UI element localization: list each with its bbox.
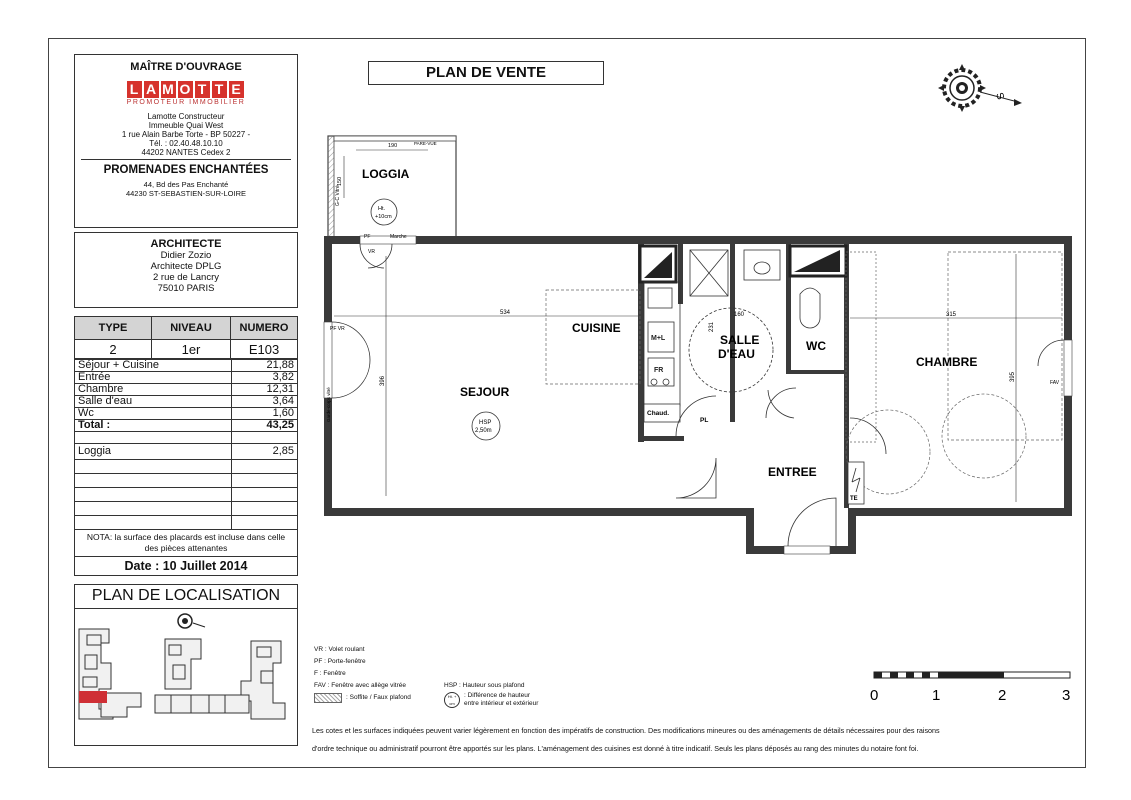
vr-label: VR [368,249,375,255]
legend-f: F : Fenêtre [314,670,346,677]
program-address-1: 44, Bd des Pas Enchanté [143,180,229,189]
ht-symbol-icon: Ht. + cm [444,692,460,708]
garde-corps-label: Garde-corps vitré [326,387,331,422]
chaud-label: Chaud. [647,410,670,417]
entree-label: ENTREE [768,465,817,479]
dim-label: 395 [1010,371,1016,382]
scale-label: 1 [932,687,941,704]
architecte-line: Didier Zozio [160,250,212,261]
dim-label: 534 [500,310,511,316]
compass-label: S [993,91,1006,102]
ml-label: M+L [651,335,666,342]
plan-date: Date : 10 Juillet 2014 [74,557,298,576]
table-row [75,460,298,474]
architecte-block [74,232,298,308]
address-line: Immeuble Quai West [148,121,224,130]
address-line: 1 rue Alain Barbe Torte - BP 50227 - [121,130,251,139]
disclaimer [312,722,1080,758]
salle-eau-label: D'EAU [718,347,755,361]
program-address-2: 44230 ST-SEBASTIEN-SUR-LOIRE [125,189,247,198]
localisation-title: PLAN DE LOCALISATION [75,587,297,609]
legend-fav: FAV : Fenêtre avec allège vitrée [314,682,407,689]
program-name: PROMENADES ENCHANTÉES [103,164,269,176]
table-row: Wc 1,60 [75,408,298,420]
fav-label: FAV [1050,380,1060,386]
pl-label: PL [700,417,709,424]
hatch-swatch [314,693,342,703]
legend-hsp: HSP : Hauteur sous plafond [444,682,525,689]
address-line: 44202 NANTES Cedex 2 [81,148,291,160]
ht-value: +10cm [375,214,392,220]
col-numero: NUMERO [231,317,298,340]
table-row [75,502,298,516]
scale-label: 0 [870,687,879,704]
nota-note: NOTA: la surface des placards est incluse dans celle des pièces attenantes [74,530,298,557]
hsp-value: 2,50m [475,428,492,434]
architecte-line: 2 rue de Lancry [152,272,219,283]
maitre-heading: MAÎTRE D'OUVRAGE [130,61,242,73]
surface-table [74,316,298,359]
floor-plan [320,126,1080,556]
te-label: TE [850,496,858,502]
col-niveau: NIVEAU [152,317,231,340]
compass-small-icon [178,614,205,628]
legend-pf: PF : Porte-fenêtre [314,658,366,665]
legend-soffite: : Soffite / Faux plafond [314,692,464,704]
surface-rows [74,359,298,530]
dim-label: 150 [337,176,343,186]
disclaimer-line: d'ordre technique ou administratif pourront être apportés sur les plans. L'aménagement des cuisines est donné à titre indicatif. Seuls les plans déposés au rang des minutes du notaire font foi. [312,744,919,753]
table-row [75,474,298,488]
legend [314,644,464,704]
table-row [75,432,298,444]
address-line: Tél. : 02.40.48.10.10 [149,139,223,148]
exterior-walls [324,236,1072,554]
table-row [75,488,298,502]
location-site-plan [75,611,297,743]
dim-label: 231 [709,321,715,332]
pf-label: PF [364,234,371,240]
kitchen-counter [644,282,680,406]
page-title: PLAN DE VENTE [368,61,604,85]
table-row: Séjour + Cuisine 21,88 [75,360,298,372]
interior-walls [638,244,849,508]
dim-label: 396 [380,375,386,386]
wc-label: WC [806,339,826,353]
loggia-label: LOGGIA [362,167,410,181]
pf-vr-label: PF VR [330,326,345,332]
table-row [75,516,298,530]
chambre-label: CHAMBRE [916,355,978,369]
lamotte-logo: L A M O T T E [75,81,297,99]
architecte-line: Architecte DPLG [150,261,222,272]
gc-vitre-label: G-C Vitré [335,185,341,206]
pare-vue-label: PARE-VUE [414,141,437,146]
disclaimer-line: Les cotes et les surfaces indiquées peuvent varier légèrement en fonction des impératifs de construction. Des modifications mineures ou des aménagements de détails nécessaires pour des raisons [312,726,940,735]
duct-shafts [640,246,846,282]
architecte-line: 75010 PARIS [157,283,215,294]
loggia [328,136,456,238]
maitre-ouvrage-block [74,54,298,228]
scale-label: 3 [1062,687,1071,704]
dim-label: 315 [946,312,957,318]
table-row-total: Total : 43,25 [75,420,298,432]
fr-label: FR [654,367,664,374]
numero-value: E103 [231,340,298,359]
doors [332,244,1064,546]
cuisine-label: CUISINE [572,321,621,335]
dim-label: 160 [734,312,745,318]
scale-label: 2 [998,687,1007,704]
legend-vr: VR : Volet roulant [314,646,365,653]
hsp-label: HSP [479,420,492,426]
legend-right: HSP : Hauteur sous plafond Ht. + cm : Différence de hauteur entre intérieur et extérieur [444,680,594,708]
niveau-value: 1er [152,340,231,359]
table-row: Chambre 12,31 [75,384,298,396]
scale-bar [866,668,1076,710]
company-name: Lamotte Constructeur [147,112,225,121]
table-row: Salle d'eau 3,64 [75,396,298,408]
marche-label: Marche [390,234,407,240]
architecte-heading: ARCHITECTE [150,238,222,250]
logo-subtitle: PROMOTEUR IMMOBILIER [126,99,246,106]
location-highlight [79,691,107,703]
localisation-block [74,584,298,746]
surface-table-block [74,316,298,576]
ht-label: Ht. [378,206,386,212]
dim-label: 190 [388,143,398,149]
sejour-label: SEJOUR [460,385,510,399]
table-row: Loggia 2,85 [75,444,298,460]
col-type: TYPE [75,317,152,340]
salle-eau-label: SALLE [720,333,760,347]
compass-icon [930,60,1030,120]
type-value: 2 [75,340,152,359]
table-row: Entrée 3,82 [75,372,298,384]
